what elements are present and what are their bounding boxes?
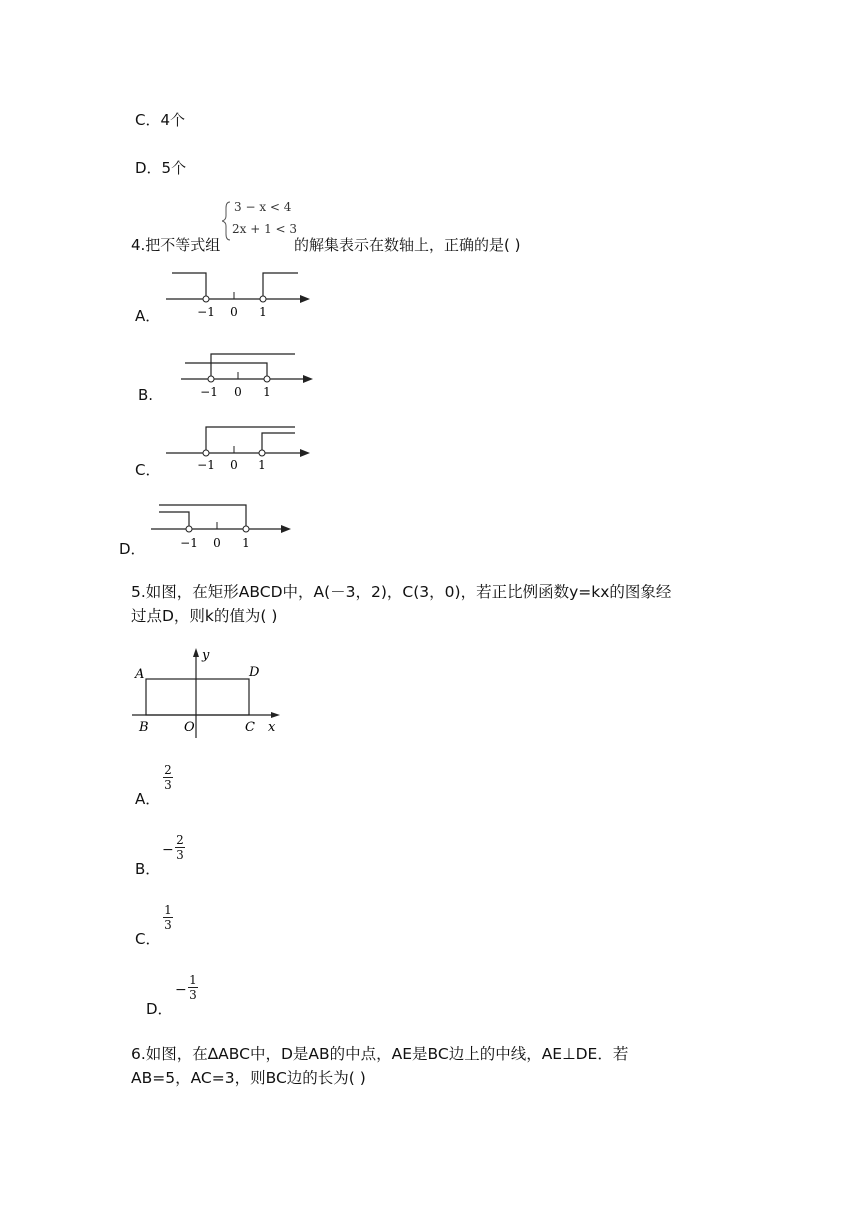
denominator: 3 [164,918,172,932]
label-a: A [135,667,145,682]
q5-option-a-label: A． [135,790,161,808]
q6-stem-line-2: AB=5，AC=3，则BC边的长为( ) [131,1069,366,1087]
denominator: 3 [164,778,172,792]
q5-stem [131,580,751,628]
q5-option-d-fraction [188,974,198,1001]
q4-option-a-label: A． [135,307,161,325]
tick-label-0: 0 [213,536,221,550]
system-line-1: 3 − x < 4 [234,200,292,214]
q5-stem-line-1: 5.如图，在矩形ABCD中，A(－3，2)，C(3，0)，若正比例函数y=kx的图象经 [131,583,672,601]
q5-rectangle-figure [128,642,288,742]
denominator: 3 [176,848,184,862]
q4-option-b-number-line [175,346,325,402]
label-x: x [268,720,276,735]
numerator: 2 [176,833,184,847]
tick-label-neg1: −1 [180,536,198,550]
q5-option-d-label: D． [146,1000,173,1018]
q5-option-b-sign: − [162,842,174,858]
tick-label-0: 0 [234,385,242,399]
q4-inequality-system [222,198,298,244]
tick-label-neg1: −1 [200,385,218,399]
tick-label-1: 1 [258,458,266,472]
tick-label-neg1: −1 [197,305,215,319]
label-b: B [139,720,149,735]
tick-label-1: 1 [259,305,267,319]
label-y: y [202,648,210,663]
q5-option-b-label: B． [135,860,161,878]
label-d: D [249,665,260,680]
numerator: 1 [164,903,172,917]
q4-option-d-number-line [145,498,305,556]
tick-label-0: 0 [230,458,238,472]
numerator: 2 [164,763,172,777]
q6-stem-line-1: 6.如图，在∆ABC中，D是AB的中点，AE是BC边上的中线，AE⊥DE．若 [131,1045,629,1063]
tick-label-1: 1 [242,536,250,550]
q5-option-c-label: C． [135,930,161,948]
q6-stem [131,1042,751,1090]
tick-label-1: 1 [263,385,271,399]
label-o: O [184,720,195,735]
q3-option-c: C．4个 [135,111,186,129]
q5-option-d-sign: − [175,982,187,998]
label-c: C [245,720,255,735]
numerator: 1 [189,973,197,987]
q4-stem-prefix: 4.把不等式组 [131,236,221,254]
q4-option-d-label: D． [119,540,146,558]
q4-stem-suffix: 的解集表示在数轴上，正确的是( ) [294,236,521,254]
q3-option-d: D．5个 [135,159,187,177]
q4-option-b-label: B. [138,386,154,404]
q5-option-b-fraction [175,834,185,861]
system-line-2: 2x + 1 < 3 [232,222,298,236]
tick-label-neg1: −1 [197,458,215,472]
q4-option-c-label: C． [135,461,161,479]
q5-stem-line-2: 过点D，则k的值为( ) [131,607,278,625]
q5-option-c-fraction [163,904,173,931]
q4-option-c-number-line [160,420,320,476]
q5-option-a-fraction [163,764,173,791]
denominator: 3 [189,988,197,1002]
tick-label-0: 0 [230,305,238,319]
q4-option-a-number-line [160,266,320,322]
